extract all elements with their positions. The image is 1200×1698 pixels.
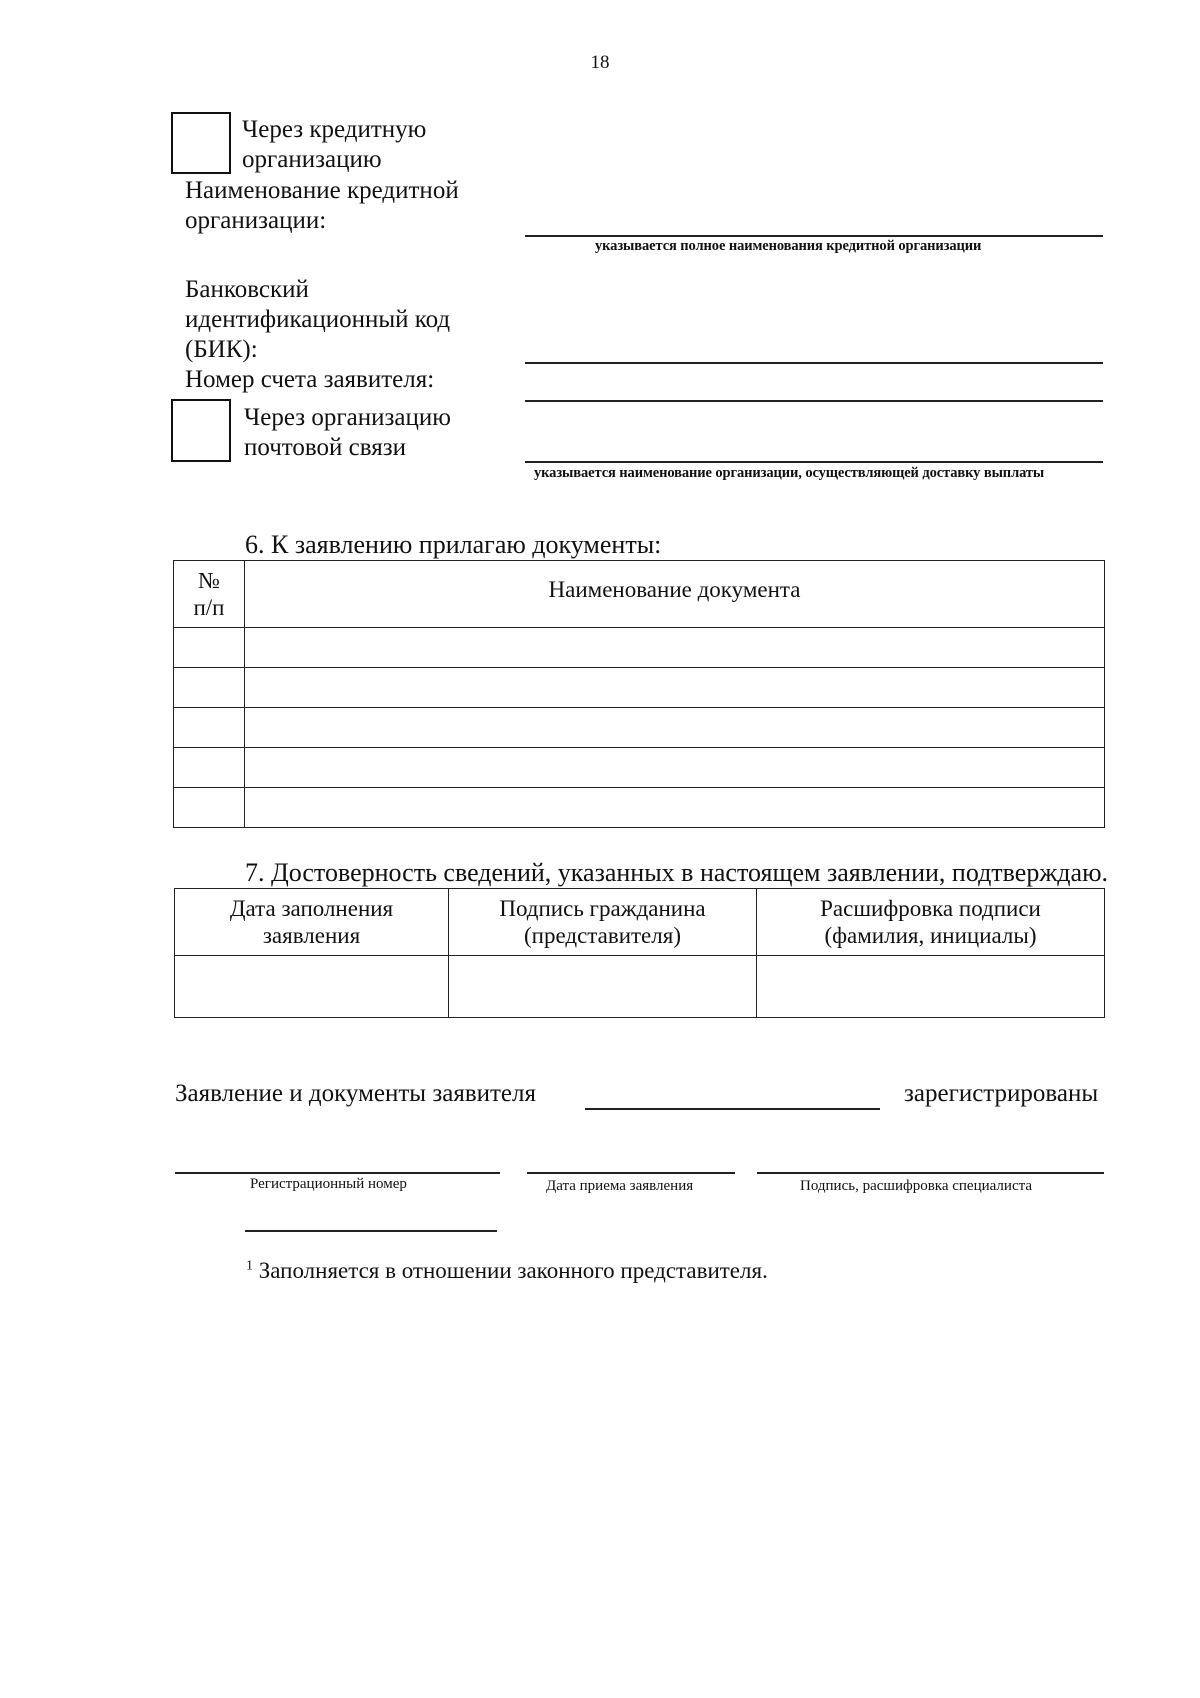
footnote-separator	[245, 1230, 497, 1232]
registration-statement-left: Заявление и документы заявителя	[175, 1080, 536, 1107]
row-name-cell[interactable]	[245, 668, 1105, 708]
credit-org-name-hint: указывается полное наименования кредитной организации	[595, 238, 982, 254]
documents-table	[173, 560, 1105, 828]
row-number-cell[interactable]	[174, 748, 245, 788]
table-row	[174, 628, 1105, 668]
credit-org-name-field[interactable]	[525, 235, 1103, 237]
table-row	[174, 708, 1105, 748]
table-row	[175, 956, 1105, 1018]
documents-section-title: 6. К заявлению прилагаю документы:	[245, 530, 662, 559]
specialist-field[interactable]	[757, 1172, 1104, 1174]
credit-org-checkbox[interactable]	[171, 112, 231, 174]
footnote-marker: 1	[246, 1258, 253, 1274]
date-field[interactable]	[527, 1172, 735, 1174]
specialist-caption: Подпись, расшифровка специалиста	[800, 1178, 1033, 1194]
bik-field[interactable]	[525, 362, 1103, 364]
row-name-cell[interactable]	[245, 628, 1105, 668]
credit-org-checkbox-label: Через кредитную организацию	[242, 116, 427, 173]
row-number-cell[interactable]	[174, 628, 245, 668]
footnote	[246, 1258, 768, 1284]
credit-org-name-label: Наименование кредитной организации:	[185, 177, 459, 234]
col-number-header: № п/п	[174, 561, 245, 628]
row-name-cell[interactable]	[245, 788, 1105, 828]
registration-statement-right: зарегистрированы	[904, 1080, 1099, 1107]
post-checkbox-label: Через организацию почтовой связи	[244, 404, 451, 461]
account-field[interactable]	[525, 400, 1103, 402]
table-row	[174, 788, 1105, 828]
footnote-text: Заполняется в отношении законного представителя.	[258, 1258, 768, 1283]
post-org-field[interactable]	[525, 461, 1103, 463]
account-label: Номер счета заявителя:	[185, 366, 435, 393]
date-caption: Дата приема заявления	[546, 1178, 694, 1194]
post-checkbox[interactable]	[171, 399, 231, 462]
col-signature-header: Подпись гражданина (представителя)	[449, 889, 757, 956]
post-org-hint: указывается наименование организации, осуществляющей доставку выплаты	[534, 465, 1045, 481]
reg-number-caption: Регистрационный номер	[250, 1176, 407, 1192]
table-row	[174, 668, 1105, 708]
row-number-cell[interactable]	[174, 668, 245, 708]
row-number-cell[interactable]	[174, 708, 245, 748]
col-decode-header: Расшифровка подписи (фамилия, инициалы)	[757, 889, 1105, 956]
confirmation-table-header	[175, 889, 1105, 956]
table-row	[174, 748, 1105, 788]
page-number: 18	[590, 52, 610, 73]
row-number-cell[interactable]	[174, 788, 245, 828]
documents-table-header	[174, 561, 1105, 628]
bik-label: Банковский идентификационный код (БИК):	[185, 276, 451, 363]
confirmation-table	[174, 888, 1105, 1018]
date-cell[interactable]	[175, 956, 449, 1018]
decode-cell[interactable]	[757, 956, 1105, 1018]
reg-number-field[interactable]	[175, 1172, 500, 1174]
registration-blank-field[interactable]	[585, 1108, 880, 1110]
row-name-cell[interactable]	[245, 708, 1105, 748]
row-name-cell[interactable]	[245, 748, 1105, 788]
col-date-header: Дата заполнения заявления	[175, 889, 449, 956]
col-name-header: Наименование документа	[245, 561, 1105, 628]
signature-cell[interactable]	[449, 956, 757, 1018]
confirmation-section-title: 7. Достоверность сведений, указанных в настоящем заявлении, подтверждаю.	[245, 858, 1108, 887]
